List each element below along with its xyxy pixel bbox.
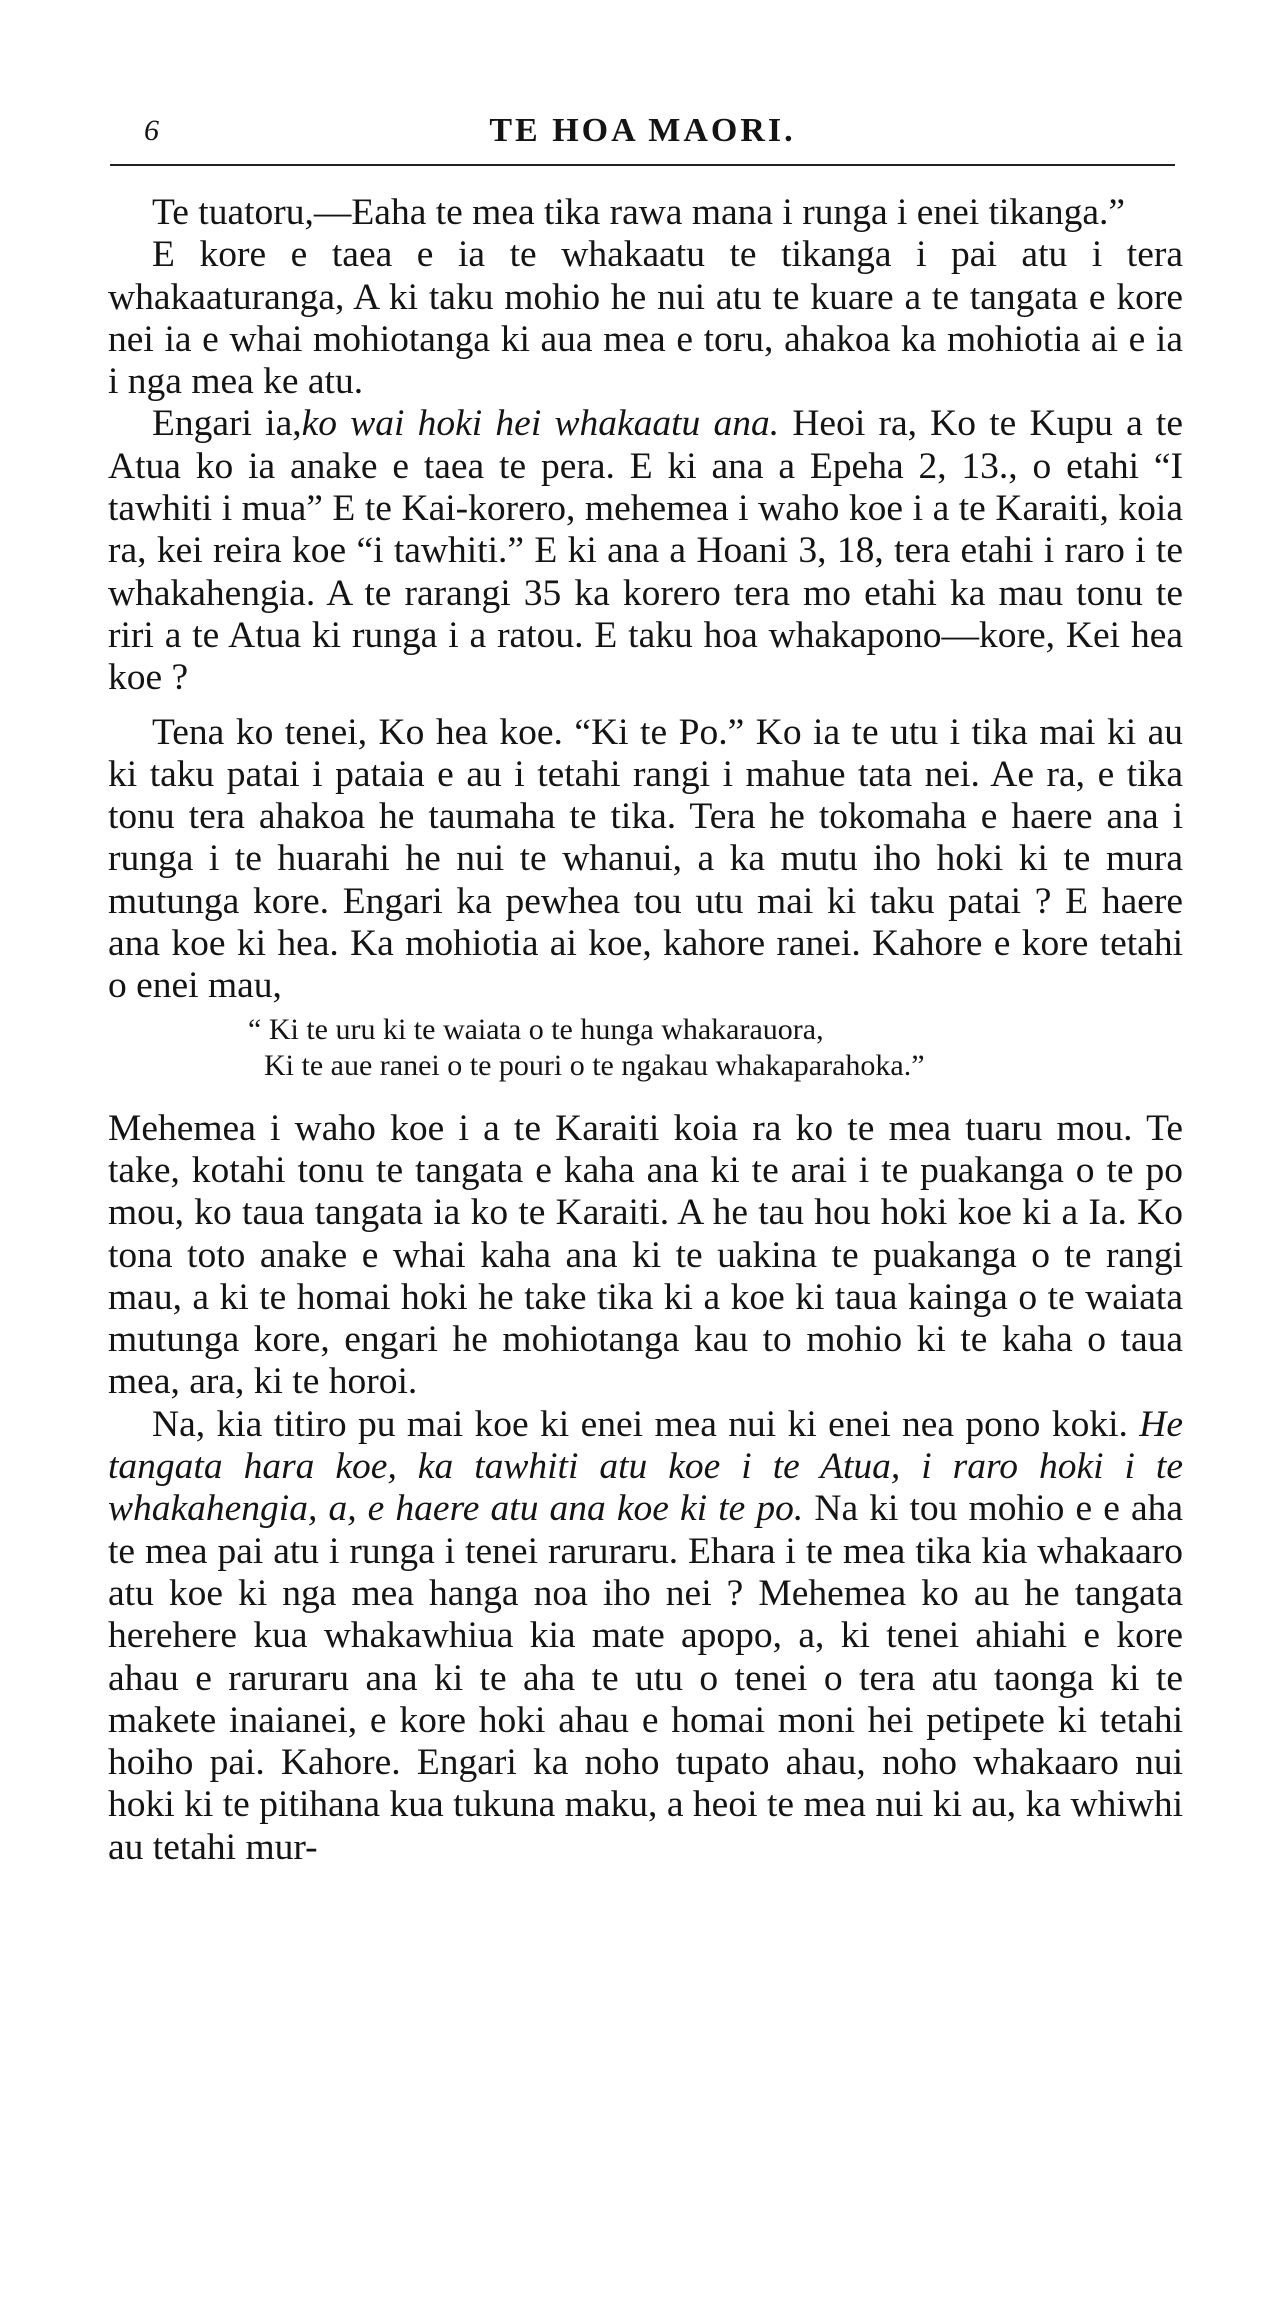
paragraph-3-rest: Heoi ra, Ko te Kupu a te Atua ko ia anake e taea te pera. E ki ana a Epeha 2, 13., o etahi “I tawhiti i mua” E te Kai-korero, mehemea i waho koe i a te Karaiti, koia ra, kei reira koe “i tawhiti.” E ki ana a Hoani 3, 18, tera etahi i raro i te whakahengia. A te rarangi 35 ka korero tera mo etahi ka mau tonu te riri a te Atua ki runga i a ratou. E taku hoa whakapono—kore, Kei hea koe ? — [108, 403, 1183, 699]
paragraph-1: Te tuatoru,—Eaha te mea tika rawa mana i runga i enei tikanga.” — [152, 192, 1125, 233]
paragraph-2: E kore e taea e ia te whakaatu te tikanga i pai atu i tera whakaaturanga, A ki taku mohio he nui atu te kuare a te tangata e kore nei ia e whai mohiotanga ki aua mea e toru, ahakoa ka mohiotia ai e ia i nga mea ke atu. — [108, 234, 1183, 403]
verse-quote — [248, 1012, 1183, 1084]
paragraph-6-rest: Na ki tou mohio e e aha te mea pai atu i runga i tenei raruraru. Ehara i te mea tika kia whakaaro atu koe ki nga mea hanga noa iho nei ? Mehemea ko au he tangata herehere kua whakawhiua kia mate apopo, a, ki tenei ahiahi e kore ahau e raruraru ana ki te aha te utu o tenei o tera atu taonga ki te makete inaianei, e kore hoki ahau e homai moni hei petipete ki tetahi hoiho pai. Kahore. Engari ka noho tupato ahau, noho whakaaro nui hoki ki te pitihana kua tukuna maku, a heoi te mea nui ki au, ka whiwhi au tetahi mur- — [108, 1488, 1184, 1868]
paragraph-3-lead: Engari ia, — [152, 403, 302, 445]
page-number: 6 — [144, 114, 159, 147]
paragraph-3 — [108, 403, 1183, 699]
paragraph-5: Mehemea i waho koe i a te Karaiti koia ra ko te mea tuaru mou. Te take, kotahi tonu te tangata e kaha ana ki te arai i te puakanga o te po mou, ko taua tangata ia ko te Karaiti. A he tau hou hoki koe ki a Ia. Ko tona toto anake e whai kaha ana ki te uakina te puakanga o te rangi mau, a ki te homai hoki he take tika ki a koe ki taua kainga o te waiata mutunga kore, engari he mohiotanga kau to mohio ki te kaha o taua mea, ara, ki te horoi. — [108, 1107, 1183, 1403]
paragraph-6 — [108, 1404, 1183, 1869]
running-title: TE HOA MAORI. — [489, 112, 796, 149]
verse-line-2: Ki te aue ranei o te pouri o te ngakau whakaparahoka.” — [264, 1048, 925, 1082]
paragraph-3-italic: ko wai hoki hei whakaatu ana. — [301, 403, 780, 445]
body-text — [108, 192, 1183, 1869]
verse-line-1: “ Ki te uru ki te waiata o te hunga whakarauora, — [248, 1012, 824, 1046]
page-header — [110, 108, 1175, 166]
paragraph-6-lead: Na, kia titiro pu mai koe ki enei mea nui ki enei nea pono koki. — [152, 1403, 1140, 1445]
paragraph-4: Tena ko tenei, Ko hea koe. “Ki te Po.” Ko ia te utu i tika mai ki au ki taku patai i pataia e au i tetahi rangi i mahue tata nei. Ae ra, e tika tonu tera ahakoa he taumaha te tika. Tera he tokomaha e haere ana i runga i te huarahi he nui te whanui, a ka mutu iho hoki ki te mura mutunga kore. Engari ka pewhea tou utu mai ki taku patai ? E haere ana koe ki hea. Ka mohiotia ai koe, kahore ranei. Kahore e kore tetahi o enei mau, — [108, 711, 1183, 1007]
paragraph-6-italic: He tangata hara koe, ka tawhiti atu koe i te Atua, i raro hoki i te whakahengia, a, e haere atu ana koe ki te po. — [108, 1403, 1183, 1530]
